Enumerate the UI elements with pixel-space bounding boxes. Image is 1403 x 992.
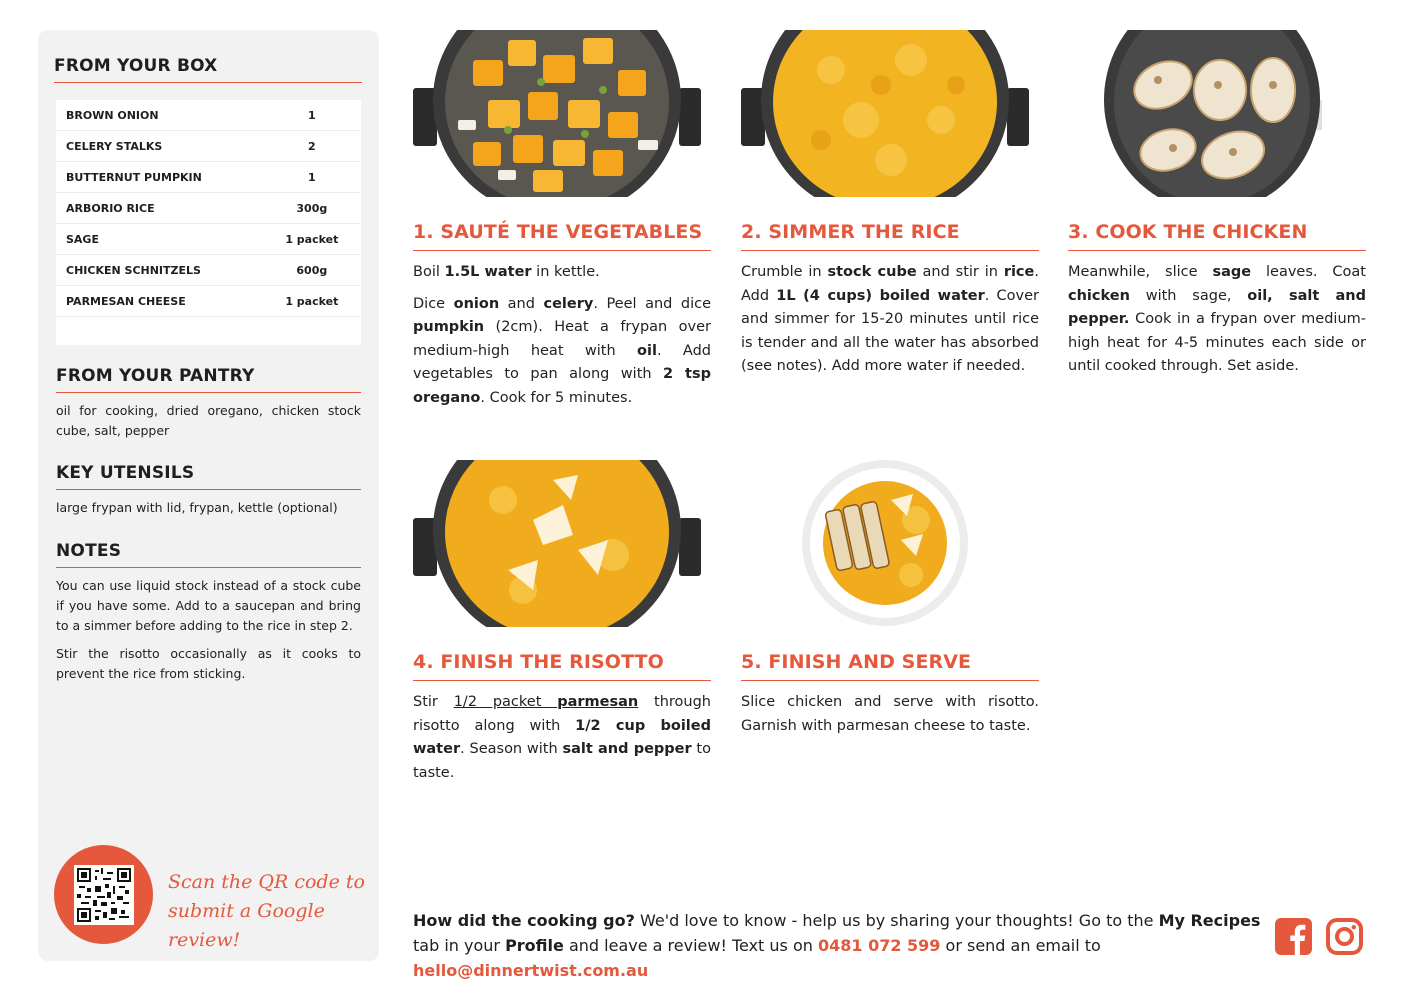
ingredient-qty: 2 — [308, 139, 316, 153]
step-1 — [413, 30, 711, 410]
step-2-photo — [741, 30, 1029, 197]
footer-question: How did the cooking go? — [413, 911, 635, 930]
step-3 — [1068, 30, 1366, 379]
step-1-title: 1. SAUTÉ THE VEGETABLES — [413, 221, 711, 251]
step-2-title: 2. SIMMER THE RICE — [741, 221, 1039, 251]
sidebar — [38, 30, 379, 961]
ingredient-qty: 1 — [308, 108, 316, 122]
ingredient-name: BUTTERNUT PUMPKIN — [66, 170, 202, 184]
step-2-text-1: Crumble in stock cube and stir in rice. Add 1L (4 cups) boiled water. Cover and simmer for 15-20 minutes until rice is tender and all the water has absorbed (see notes). Add more water if needed. — [741, 264, 1039, 374]
qr-caption — [168, 868, 379, 955]
step-4-photo — [413, 460, 701, 627]
step-5-title: 5. FINISH AND SERVE — [741, 651, 1039, 681]
step-5-photo — [741, 460, 1029, 627]
step-5 — [741, 460, 1039, 738]
ingredient-qty: 1 packet — [285, 232, 339, 246]
ingredient-row — [56, 224, 361, 255]
qr-badge[interactable] — [54, 845, 153, 944]
step-3-title: 3. COOK THE CHICKEN — [1068, 221, 1366, 251]
ingredient-row — [56, 286, 361, 317]
note-text: You can use liquid stock instead of a stock cube if you have some. Add to a saucepan and bring to a simmer before adding to the rice in step 2. — [56, 578, 361, 633]
step-3-photo — [1068, 30, 1356, 197]
review-footer: How did the cooking go? We'd love to know - help us by sharing your thoughts! Go to the My Recipes tab in your Profile and leave a review! Text us on 0481 072 599 or send an email to hello@dinnertwist.com.au — [413, 911, 1261, 980]
email-link[interactable]: hello@dinnertwist.com.au — [413, 961, 649, 980]
notes-heading: NOTES — [56, 541, 361, 568]
ingredient-qty: 600g — [296, 263, 328, 277]
from-your-box-heading: FROM YOUR BOX — [54, 56, 362, 83]
ingredient-name: ARBORIO RICE — [66, 201, 155, 215]
step-1-text-2: Dice onion and celery. Peel and dice pumpkin (2cm). Heat a frypan over medium-high heat with oil. Add vegetables to pan along with 2 tsp oregano. Cook for 5 minutes. — [413, 295, 711, 406]
ingredient-qty: 300g — [296, 201, 328, 215]
step-4 — [413, 460, 711, 785]
profile-label: Profile — [505, 936, 564, 955]
ingredient-name: PARMESAN CHEESE — [66, 294, 186, 308]
ingredient-qty: 1 — [308, 170, 316, 184]
my-recipes-label: My Recipes — [1158, 911, 1261, 930]
ingredient-name: BROWN ONION — [66, 108, 159, 122]
utensils-text: large frypan with lid, frypan, kettle (optional) — [56, 500, 338, 515]
ingredient-name: CHICKEN SCHNITZELS — [66, 263, 201, 277]
ingredient-name: CELERY STALKS — [66, 139, 163, 153]
qr-code-icon — [74, 865, 134, 925]
instagram-icon[interactable] — [1326, 918, 1363, 955]
ingredient-row — [56, 193, 361, 224]
step-5-text-1: Slice chicken and serve with risotto. Garnish with parmesan cheese to taste. — [741, 694, 1039, 734]
step-2 — [741, 30, 1039, 379]
notes-section — [56, 541, 361, 684]
ingredients-table — [56, 100, 361, 345]
note-text: Stir the risotto occasionally as it cooks to prevent the rice from sticking. — [56, 646, 361, 681]
ingredient-row — [56, 100, 361, 131]
ingredient-row — [56, 162, 361, 193]
pantry-heading: FROM YOUR PANTRY — [56, 366, 361, 393]
qr-caption-line: Scan the QR code to — [168, 871, 365, 893]
ingredient-name: SAGE — [66, 232, 99, 246]
utensils-section — [56, 463, 361, 518]
qr-caption-line: submit a Google review! — [168, 900, 325, 951]
ingredient-row — [56, 255, 361, 286]
step-4-title: 4. FINISH THE RISOTTO — [413, 651, 711, 681]
phone-link[interactable]: 0481 072 599 — [817, 936, 941, 955]
utensils-heading: KEY UTENSILS — [56, 463, 361, 490]
step-3-text-1: Meanwhile, slice sage leaves. Coat chicken with sage, oil, salt and pepper. Cook in a frypan over medium-high heat for 4-5 minutes each side or until cooked through. Set aside. — [1068, 264, 1366, 374]
pantry-section — [56, 366, 361, 441]
step-1-photo — [413, 30, 701, 197]
ingredient-row — [56, 131, 361, 162]
step-4-text-1: Stir 1/2 packet parmesan through risotto along with 1/2 cup boiled water. Season with salt and pepper to taste. — [413, 694, 712, 781]
pantry-text: oil for cooking, dried oregano, chicken stock cube, salt, pepper — [56, 403, 361, 438]
facebook-icon[interactable] — [1275, 918, 1312, 955]
step-1-text-1: Boil 1.5L water in kettle. — [413, 264, 600, 280]
ingredient-qty: 1 packet — [285, 294, 339, 308]
